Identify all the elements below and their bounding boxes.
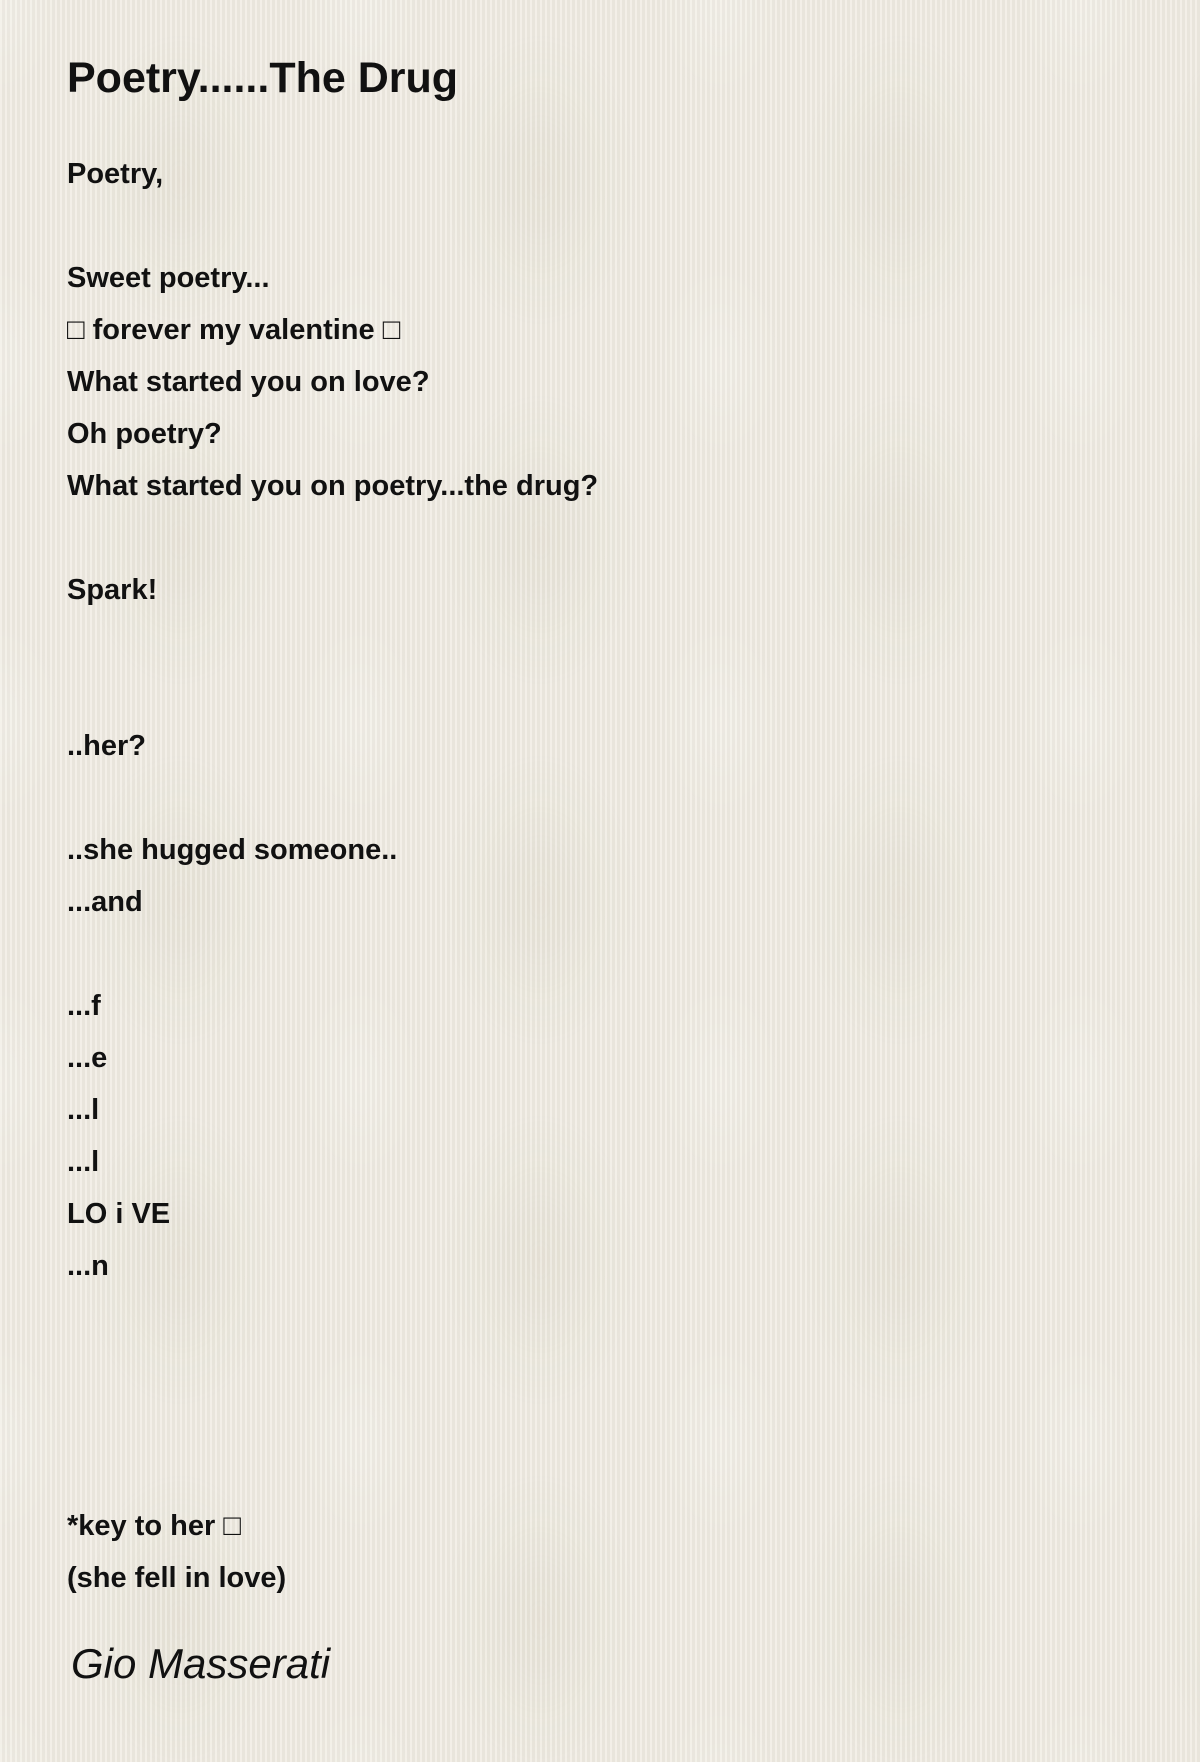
- poem-line: Spark!: [67, 574, 158, 606]
- poem-line: Poetry,: [67, 158, 164, 190]
- poem-line: ...e: [67, 1042, 108, 1074]
- poem-line: ...and: [67, 886, 143, 918]
- poem-line: □ forever my valentine □: [67, 314, 401, 346]
- poem-line: *key to her □: [67, 1510, 241, 1542]
- poem-line: What started you on love?: [67, 366, 430, 398]
- poem-line: ...n: [67, 1250, 109, 1282]
- poem-author: Gio Masserati: [71, 1640, 331, 1687]
- poem-line: LO i VE: [67, 1198, 171, 1230]
- poem-line: ...l: [67, 1094, 100, 1126]
- poem-line: ..her?: [67, 730, 146, 762]
- poem-line: ..she hugged someone..: [67, 834, 398, 866]
- poem-line: What started you on poetry...the drug?: [67, 470, 599, 502]
- poem-line: Oh poetry?: [67, 418, 222, 450]
- poem-line: ...l: [67, 1146, 100, 1178]
- poem-line: (she fell in love): [67, 1562, 287, 1594]
- poem-body: [67, 0, 1127, 1762]
- poem-line: ...f: [67, 990, 101, 1022]
- poem-line: Sweet poetry...: [67, 262, 270, 294]
- poem-title: Poetry......The Drug: [67, 54, 459, 102]
